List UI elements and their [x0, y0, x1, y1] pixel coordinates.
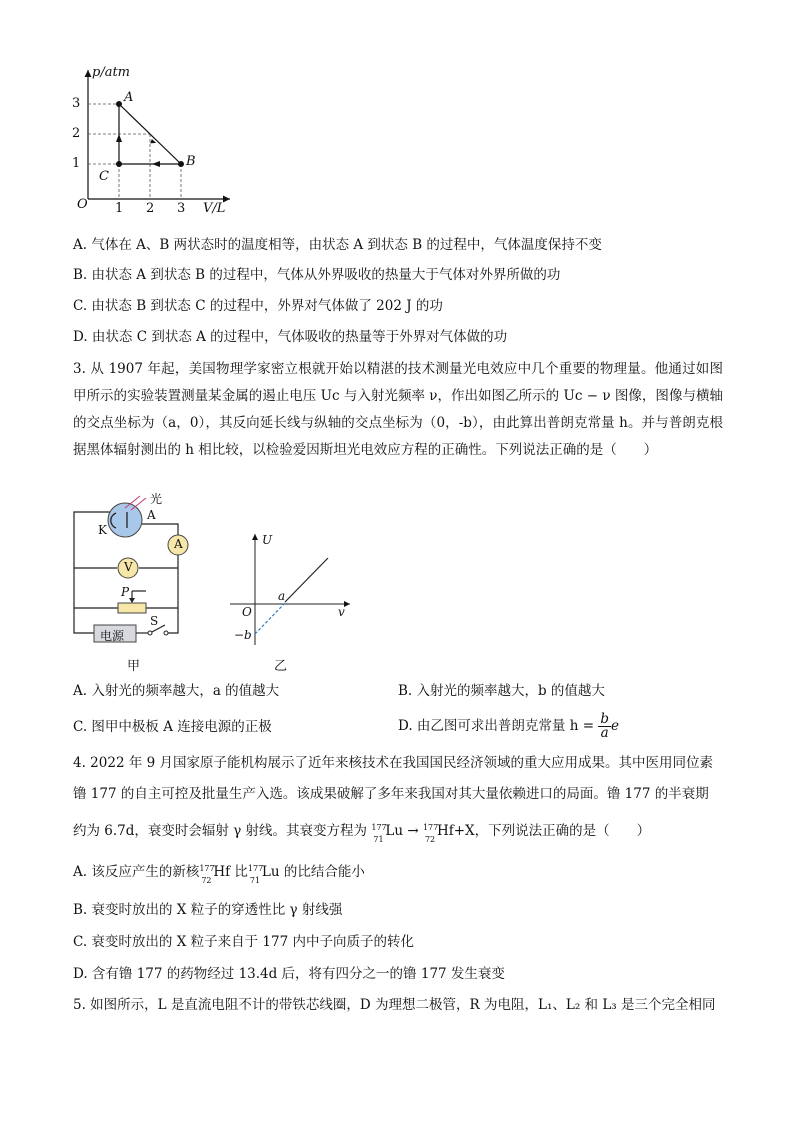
- arrow-up-icon: [116, 134, 122, 142]
- q3-option-d: D. 由乙图可求出普朗克常量 h = $\frac{b}{a}$ e: [398, 711, 619, 741]
- pv-graph: [70, 62, 245, 222]
- origin-label: O: [77, 197, 88, 212]
- y-tick-2: 2: [72, 126, 81, 141]
- point-C-label: C: [99, 169, 109, 184]
- circuit-diagram: [70, 488, 200, 648]
- u-axis-label: U: [262, 533, 273, 547]
- k-label: K: [98, 523, 107, 537]
- q3-option-a: A. 入射光的频率越大，a 的值越大: [73, 683, 280, 699]
- q4-option-a: A. 该反应产生的新核 177 72 Hf 比 177 71 Lu 的比结合能小: [73, 863, 365, 885]
- x-tick-2: 2: [146, 201, 155, 216]
- voltmeter-label: V: [124, 560, 133, 574]
- y-tick-1: 1: [72, 156, 81, 171]
- q4-stem-line1: 4. 2022 年 9 月国家原子能机构展示了近年来核技术在我国国民经济领域的重大应用成果。其中医用同位素: [73, 755, 713, 771]
- q2-option-c: C. 由状态 B 到状态 C 的过程中，外界对气体做了 202 J 的功: [73, 298, 443, 314]
- point-C: [116, 161, 122, 167]
- switch-label: S: [150, 614, 159, 628]
- rheostat: [118, 603, 146, 613]
- a-label: a: [278, 589, 286, 603]
- x-tick-3: 3: [177, 201, 186, 216]
- x-axis-label: V/L: [203, 201, 226, 216]
- ammeter-label: A: [174, 537, 183, 551]
- slider-arrow-icon: [129, 598, 135, 603]
- q3-option-c: C. 图甲中极板 A 连接电源的正极: [73, 719, 272, 735]
- q4-stem-line3: 约为 6.7d，衰变时会辐射 γ 射线。其衰变方程为 177 71 Lu → 177 72 Hf+X，下列说法正确的是（ ）: [73, 822, 651, 844]
- q5-stem: 5. 如图所示，L 是直流电阻不计的带铁芯线圈，D 为理想二极管，R 为电阻，L₁、L₂ 和 L₃ 是三个完全相同: [73, 997, 716, 1013]
- q4-option-d: D. 含有镥 177 的药物经过 13.4d 后，将有四分之一的镥 177 发生衰变: [73, 966, 505, 982]
- p-label: P: [121, 585, 130, 599]
- hf-nuclide: 177 72: [422, 822, 439, 844]
- fraction-b-over-a: $\frac{b}{a}$: [600, 711, 609, 741]
- extension-line: [255, 603, 285, 634]
- uc-line: [285, 558, 328, 602]
- v-axis-label: v: [338, 605, 345, 619]
- light-label: 光: [150, 492, 163, 506]
- a-plate-label: A: [147, 508, 156, 522]
- point-A-label: A: [124, 90, 134, 105]
- lu-nuclide: 177 71: [371, 822, 387, 844]
- q2-option-d: D. 由状态 C 到状态 A 的过程中，气体吸收的热量等于外界对气体做的功: [73, 329, 508, 345]
- q3-option-b: B. 入射光的频率越大，b 的值越大: [398, 683, 605, 699]
- caption-jia: 甲: [127, 659, 141, 674]
- phototube: [108, 503, 142, 537]
- q4-option-b: B. 衰变时放出的 X 粒子的穿透性比 γ 射线强: [73, 902, 343, 918]
- q4-stem-line2: 镥 177 的自主可控及批量生产入选。该成果破解了多年来我国对其大量依赖进口的局面。镥 177 的半衰期: [73, 786, 709, 802]
- neg-b-label: −b: [234, 628, 252, 642]
- y-tick-3: 3: [72, 96, 81, 111]
- source-label: 电源: [100, 629, 125, 643]
- q3-stem: 3. 从 1907 年起，美国物理学家密立根就开始以精湛的技术测量光电效应中几个重要的物理量。他通过如图甲所示的实验装置测量某金属的遏止电压 Uc 与入射光频率 ν，作出如图乙所示的 Uc − ν 图像，图像与横轴的交点坐标为（a，0），其反向延长线与纵轴的交点坐标为（0，-b），由此算出普朗克常量 h。并与普朗克根据黑体辐射测出的 h 相比较，以检验爱因斯坦光电效应方程的正确性。下列说法正确的是（ ）: [73, 361, 723, 458]
- o-label: O: [242, 605, 252, 619]
- y-axis-label: p/atm: [92, 65, 131, 80]
- point-A: [116, 101, 122, 107]
- q4-option-c: C. 衰变时放出的 X 粒子来自于 177 内中子向质子的转化: [73, 934, 414, 950]
- caption-yi: 乙: [274, 659, 288, 674]
- point-B: [178, 161, 184, 167]
- x-tick-1: 1: [115, 201, 124, 216]
- q2-option-a: A. 气体在 A、B 两状态时的温度相等，由状态 A 到状态 B 的过程中，气体温度保持不变: [73, 237, 602, 253]
- point-B-label: B: [186, 154, 196, 169]
- q2-option-b: B. 由状态 A 到状态 B 的过程中，气体从外界吸收的热量大于气体对外界所做的功: [73, 267, 561, 283]
- arrow-left-icon: [152, 161, 160, 167]
